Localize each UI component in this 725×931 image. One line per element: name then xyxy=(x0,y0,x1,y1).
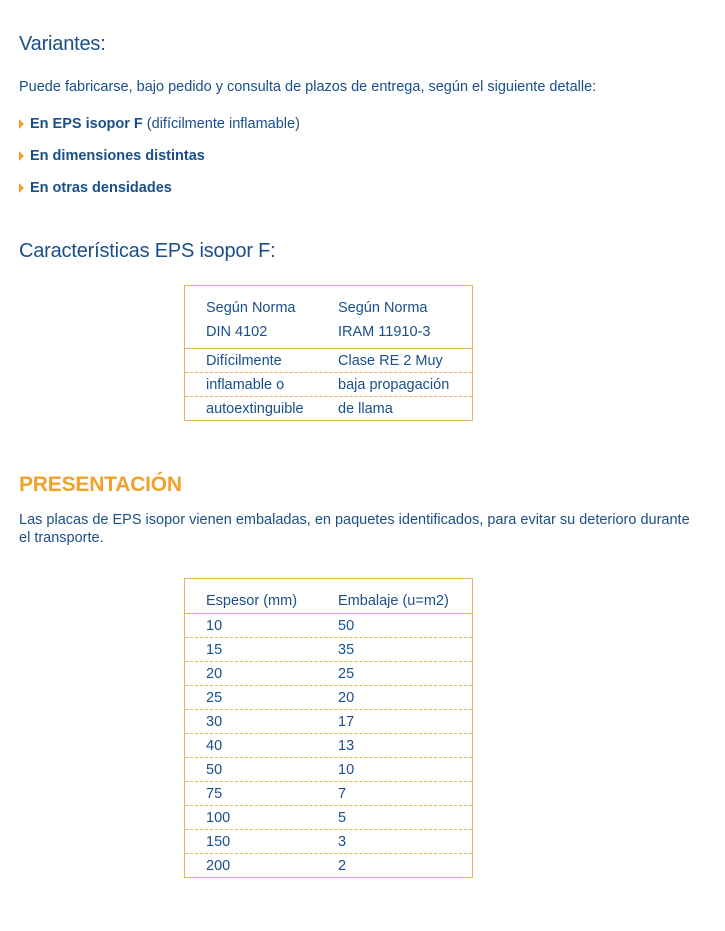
table-cell: 7 xyxy=(338,785,347,802)
table-cell: de llama xyxy=(338,400,393,417)
table-row xyxy=(185,805,472,829)
caracteristicas-table xyxy=(184,285,473,421)
table-row xyxy=(185,613,472,637)
header-cell: Según Norma xyxy=(206,300,296,316)
table-cell: 13 xyxy=(338,737,355,754)
bullet-arrow-icon xyxy=(19,151,24,161)
table-cell: inflamable o xyxy=(206,376,285,393)
table-cell: Difícilmente xyxy=(206,352,282,369)
table-row xyxy=(185,372,472,396)
header-cell: Embalaje (u=m2) xyxy=(338,593,449,609)
table-cell: 10 xyxy=(206,617,223,634)
table-cell: 15 xyxy=(206,641,223,658)
table-cell: 100 xyxy=(206,809,231,826)
table-cell: 150 xyxy=(206,833,231,850)
table-cell: 35 xyxy=(338,641,355,658)
table-cell: 25 xyxy=(338,665,355,682)
bullet-normal-text: (difícilmente inflamable) xyxy=(146,116,300,132)
bullet-bold-text: En EPS isopor F xyxy=(30,116,143,132)
table-row xyxy=(185,637,472,661)
header-cell: Espesor (mm) xyxy=(206,593,298,609)
table-cell: 3 xyxy=(338,833,347,850)
table-cell: 20 xyxy=(206,665,223,682)
table-cell: 50 xyxy=(338,617,355,634)
bullet-item xyxy=(19,148,205,164)
table-cell: 10 xyxy=(338,761,355,778)
bullet-item xyxy=(19,180,172,196)
table-row xyxy=(185,661,472,685)
table-row xyxy=(185,733,472,757)
table-row xyxy=(185,757,472,781)
bullet-bold-text: En dimensiones distintas xyxy=(30,148,205,164)
table-cell: 25 xyxy=(206,689,223,706)
table-row xyxy=(185,853,472,877)
bullet-arrow-icon xyxy=(19,183,24,193)
variantes-title: Variantes: xyxy=(19,33,106,55)
table-header xyxy=(185,579,472,613)
bullet-arrow-icon xyxy=(19,119,24,129)
presentacion-text: Las placas de EPS isopor vienen embaladas, en paquetes identificados, para evitar su deterioro durante el transporte. xyxy=(19,512,690,546)
table-cell: baja propagación xyxy=(338,376,450,393)
table-row xyxy=(185,396,472,420)
table-cell: 20 xyxy=(338,689,355,706)
table-row xyxy=(185,348,472,372)
table-cell: Clase RE 2 Muy xyxy=(338,352,443,369)
variantes-intro: Puede fabricarse, bajo pedido y consulta de plazos de entrega, según el siguiente detalle: xyxy=(19,79,597,95)
bullet-bold-text: En otras densidades xyxy=(30,180,172,196)
header-cell: Según Norma xyxy=(338,300,428,316)
table-cell: 75 xyxy=(206,785,223,802)
table-row xyxy=(185,829,472,853)
header-cell: IRAM 11910-3 xyxy=(338,324,431,340)
bullet-item xyxy=(19,116,300,132)
table-cell: 200 xyxy=(206,857,231,874)
table-cell: 5 xyxy=(338,809,347,826)
table-header xyxy=(185,286,472,348)
presentacion-table xyxy=(184,578,473,878)
presentacion-title: PRESENTACIÓN xyxy=(19,473,182,496)
table-cell: 50 xyxy=(206,761,223,778)
table-cell: 2 xyxy=(338,857,347,874)
table-row xyxy=(185,709,472,733)
table-row xyxy=(185,781,472,805)
header-cell: DIN 4102 xyxy=(206,324,268,340)
table-cell: 40 xyxy=(206,737,223,754)
table-cell: 17 xyxy=(338,713,355,730)
caracteristicas-title: Características EPS isopor F: xyxy=(19,240,276,262)
table-cell: autoextinguible xyxy=(206,400,304,417)
table-cell: 30 xyxy=(206,713,223,730)
table-row xyxy=(185,685,472,709)
